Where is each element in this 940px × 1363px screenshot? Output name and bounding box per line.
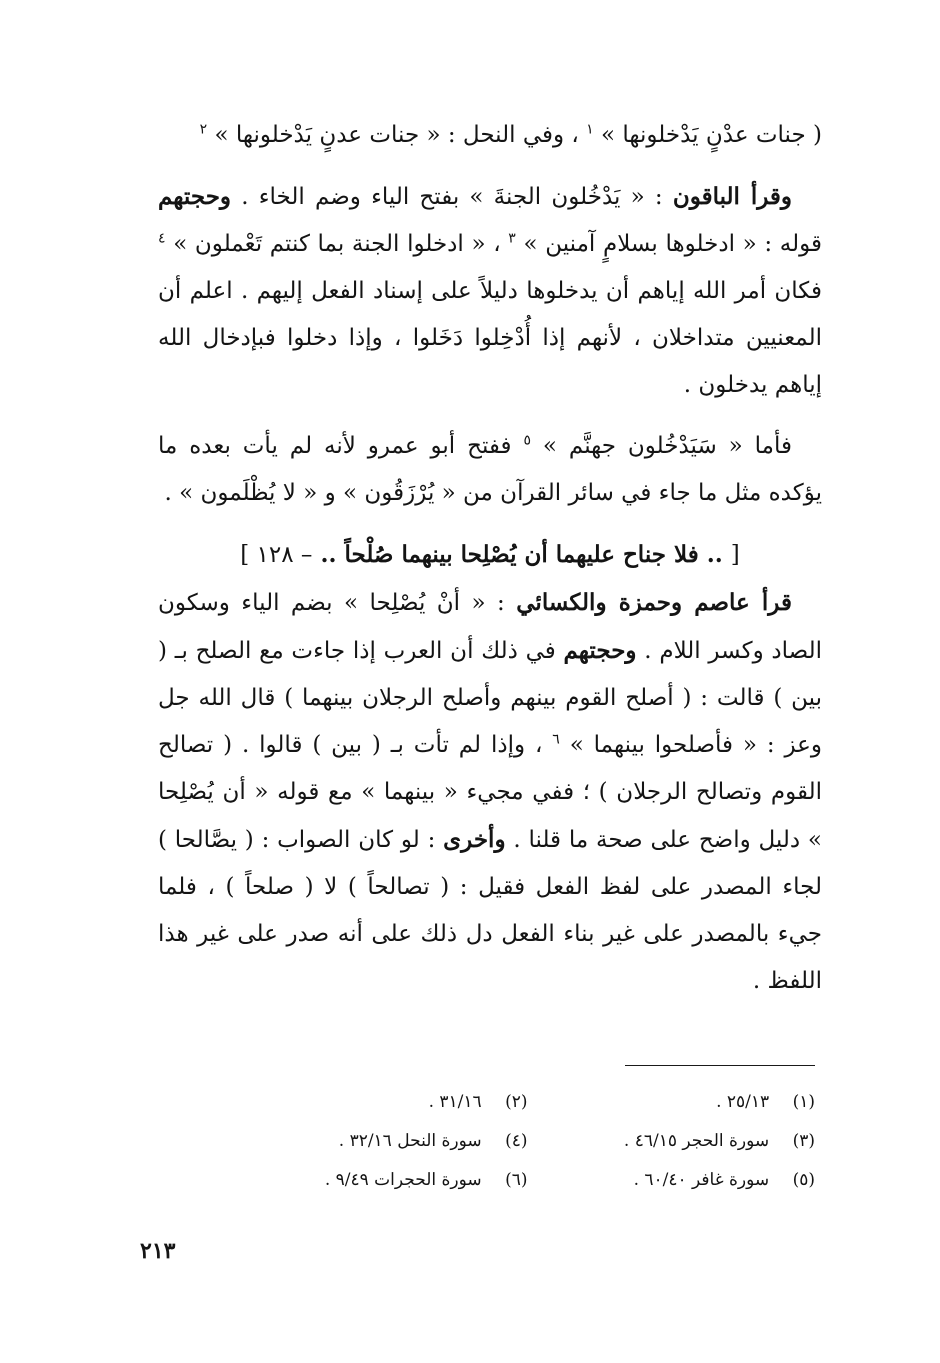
footnote-number: (٢)	[505, 1092, 528, 1112]
paragraph-2-text-b: قوله : « ادخلوها بسلامٍ آمنين »	[523, 231, 822, 257]
footnote-number: (٦)	[505, 1170, 528, 1190]
footnote-marker-5: ٥	[523, 432, 531, 449]
paragraph-4-text-a: : « أنْ يُصْلِحا » بضم الياء وسكون الصاد وكسر اللام .	[158, 590, 823, 664]
verse-text: .. فلا جناح عليهما أن يُصْلِحا بينهما صُلْحاً ..	[320, 541, 723, 568]
paragraph-2-hujja: وحجتهم	[158, 183, 232, 210]
footnote-text: سورة الحجرات ٩/٤٩ .	[324, 1170, 482, 1190]
footnote-text: سورة الحجر ٤٦/١٥ .	[623, 1131, 770, 1151]
paragraph-3	[158, 423, 822, 517]
footnote-3	[548, 1124, 816, 1158]
footnote-2	[260, 1085, 528, 1119]
footnote-5	[548, 1163, 816, 1197]
footnote-text: ٣١/١٦ .	[428, 1092, 482, 1112]
footnote-number: (٣)	[792, 1131, 815, 1151]
footnote-marker-2: ٢	[199, 121, 208, 138]
paragraph-2-text-c: ، « ادخلوا الجنة بما كنتم تَعْملون »	[173, 231, 501, 257]
paragraph-4-text-d: : لو كان الصواب : ( يصَّالحا ) لجاء المصدر على لفظ الفعل فقيل : ( تصالحاً ) لا ( صلحاً ) ، فلما جيء بالمصدر على غير بناء الفعل دل ذلك على أنه صدر على غير هذا اللفظ .	[158, 827, 822, 994]
paragraph-3-text-a: فأما « سَيَدْخُلون جهنَّم »	[542, 433, 792, 459]
paragraph-3-text-b: ففتح أبو عمرو لأنه لم يأت بعده ما يؤكده مثل ما جاء في سائر القرآن من « يُرْزَقُون » و « لا يُظْلَمون » .	[158, 433, 822, 506]
verse-open-bracket: [	[730, 542, 740, 568]
footnote-number: (٥)	[792, 1170, 815, 1190]
footnote-1	[548, 1085, 816, 1119]
footnote-text: ٢٥/١٣ .	[716, 1092, 770, 1112]
paragraph-4-hujja: وحجتهم	[563, 637, 637, 664]
footnote-marker-3: ٣	[508, 230, 516, 247]
footnote-number: (١)	[792, 1092, 815, 1112]
footnote-4	[260, 1124, 528, 1158]
footnotes	[260, 1085, 815, 1197]
footnote-separator	[625, 1065, 815, 1066]
paragraph-4-text-b: في ذلك أن العرب إذا جاءت مع الصلح بـ ( بين ) قالت : ( أصلح القوم بينهم وأصلح الرجلان بينهما ) قال الله جل وعز : « فأصلحوا بينهما »	[158, 638, 822, 758]
footnote-6	[260, 1163, 528, 1197]
footnote-text: سورة غافر ٦٠/٤٠ .	[633, 1170, 770, 1190]
footnote-text: سورة النحل ٣٢/١٦ .	[338, 1131, 482, 1151]
footnote-marker-6: ٦	[552, 731, 560, 748]
paragraph-2-text-a: : « يَدْخُلون الجنةَ » بفتح الياء وضم الخاء .	[241, 184, 663, 210]
quran-verse-heading	[158, 531, 822, 579]
footnote-marker-4: ٤	[158, 230, 166, 247]
paragraph-4	[158, 579, 822, 1005]
verse-reference: – ١٢٨ ]	[240, 542, 313, 568]
paragraph-1-text-b: ، وفي النحل : « جنات عدنٍ يَدْخلونها »	[214, 122, 579, 148]
paragraph-2	[158, 173, 822, 409]
paragraph-4-text-c: ، وإذا لم تأت بـ ( بين ) قالوا . ( تصالح القوم وتصالح الرجلان ) ؛ ففي مجيء « بينهما » مع قوله « أن يُصْلِحا » دليل واضح على صحة ما قلنا .	[158, 732, 822, 853]
main-text	[158, 112, 822, 1005]
paragraph-4-lead: قرأ عاصم وحمزة والكسائي	[516, 589, 792, 616]
paragraph-4-ukhra: وأخرى	[443, 826, 506, 853]
page-number: ٢١٣	[140, 1238, 176, 1264]
footnote-marker-1: ١	[586, 121, 594, 138]
paragraph-1-text-a: ( جنات عدْنٍ يَدْخلونها »	[601, 122, 822, 148]
paragraph-1	[158, 112, 822, 159]
paragraph-2-text-d: فكان أمر الله إياهم أن يدخلوها دليلاً على إسناد الفعل إليهم . اعلم أن المعنيين متداخلان ، لأنهم إذا أُدْخِلوا دَخَلوا ، وإذا دخلوا فبإدخال الله إياهم يدخلون .	[158, 278, 822, 398]
footnote-number: (٤)	[505, 1131, 528, 1151]
paragraph-2-lead: وقرأ الباقون	[672, 183, 793, 210]
